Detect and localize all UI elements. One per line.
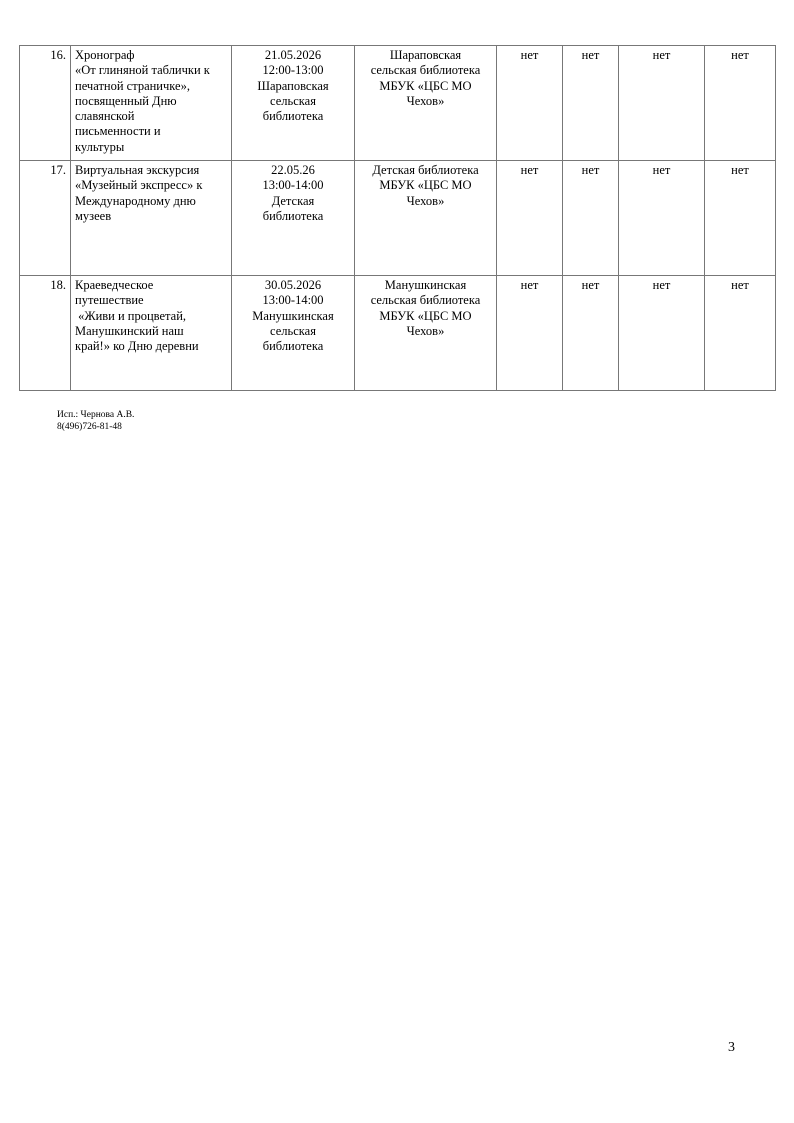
flag-cell: нет: [705, 276, 776, 391]
flag-cell: нет: [497, 276, 563, 391]
event-organizer: Манушкинская сельская библиотека МБУК «ЦБС МО Чехов»: [355, 276, 497, 391]
page-number: 3: [728, 1040, 735, 1055]
executor-name: Исп.: Чернова А.В.: [57, 410, 135, 420]
flag-cell: нет: [619, 46, 705, 161]
executor-info: [57, 409, 134, 433]
flag-cell: нет: [619, 276, 705, 391]
row-number: 17.: [20, 161, 71, 276]
row-number: 16.: [20, 46, 71, 161]
flag-cell: нет: [563, 46, 619, 161]
table-row: [20, 276, 776, 391]
event-title: Краеведческое путешествие «Живи и процветай, Манушкинский наш край!» ко Дню деревни: [71, 276, 232, 391]
flag-cell: нет: [619, 161, 705, 276]
flag-cell: нет: [563, 276, 619, 391]
event-title: Виртуальная экскурсия «Музейный экспресс» к Международному дню музеев: [71, 161, 232, 276]
flag-cell: нет: [497, 161, 563, 276]
flag-cell: нет: [497, 46, 563, 161]
event-date-time: 30.05.2026 13:00-14:00 Манушкинская сельская библиотека: [232, 276, 355, 391]
flag-cell: нет: [705, 161, 776, 276]
table-row: [20, 46, 776, 161]
row-number: 18.: [20, 276, 71, 391]
event-date-time: 21.05.2026 12:00-13:00 Шараповская сельская библиотека: [232, 46, 355, 161]
event-title: Хронограф «От глиняной таблички к печатной страничке», посвященный Дню славянской письменности и культуры: [71, 46, 232, 161]
table-row: [20, 161, 776, 276]
flag-cell: нет: [705, 46, 776, 161]
event-organizer: Шараповская сельская библиотека МБУК «ЦБС МО Чехов»: [355, 46, 497, 161]
executor-phone: 8(496)726-81-48: [57, 422, 122, 432]
event-date-time: 22.05.26 13:00-14:00 Детская библиотека: [232, 161, 355, 276]
flag-cell: нет: [563, 161, 619, 276]
events-table: [19, 45, 776, 391]
event-organizer: Детская библиотека МБУК «ЦБС МО Чехов»: [355, 161, 497, 276]
